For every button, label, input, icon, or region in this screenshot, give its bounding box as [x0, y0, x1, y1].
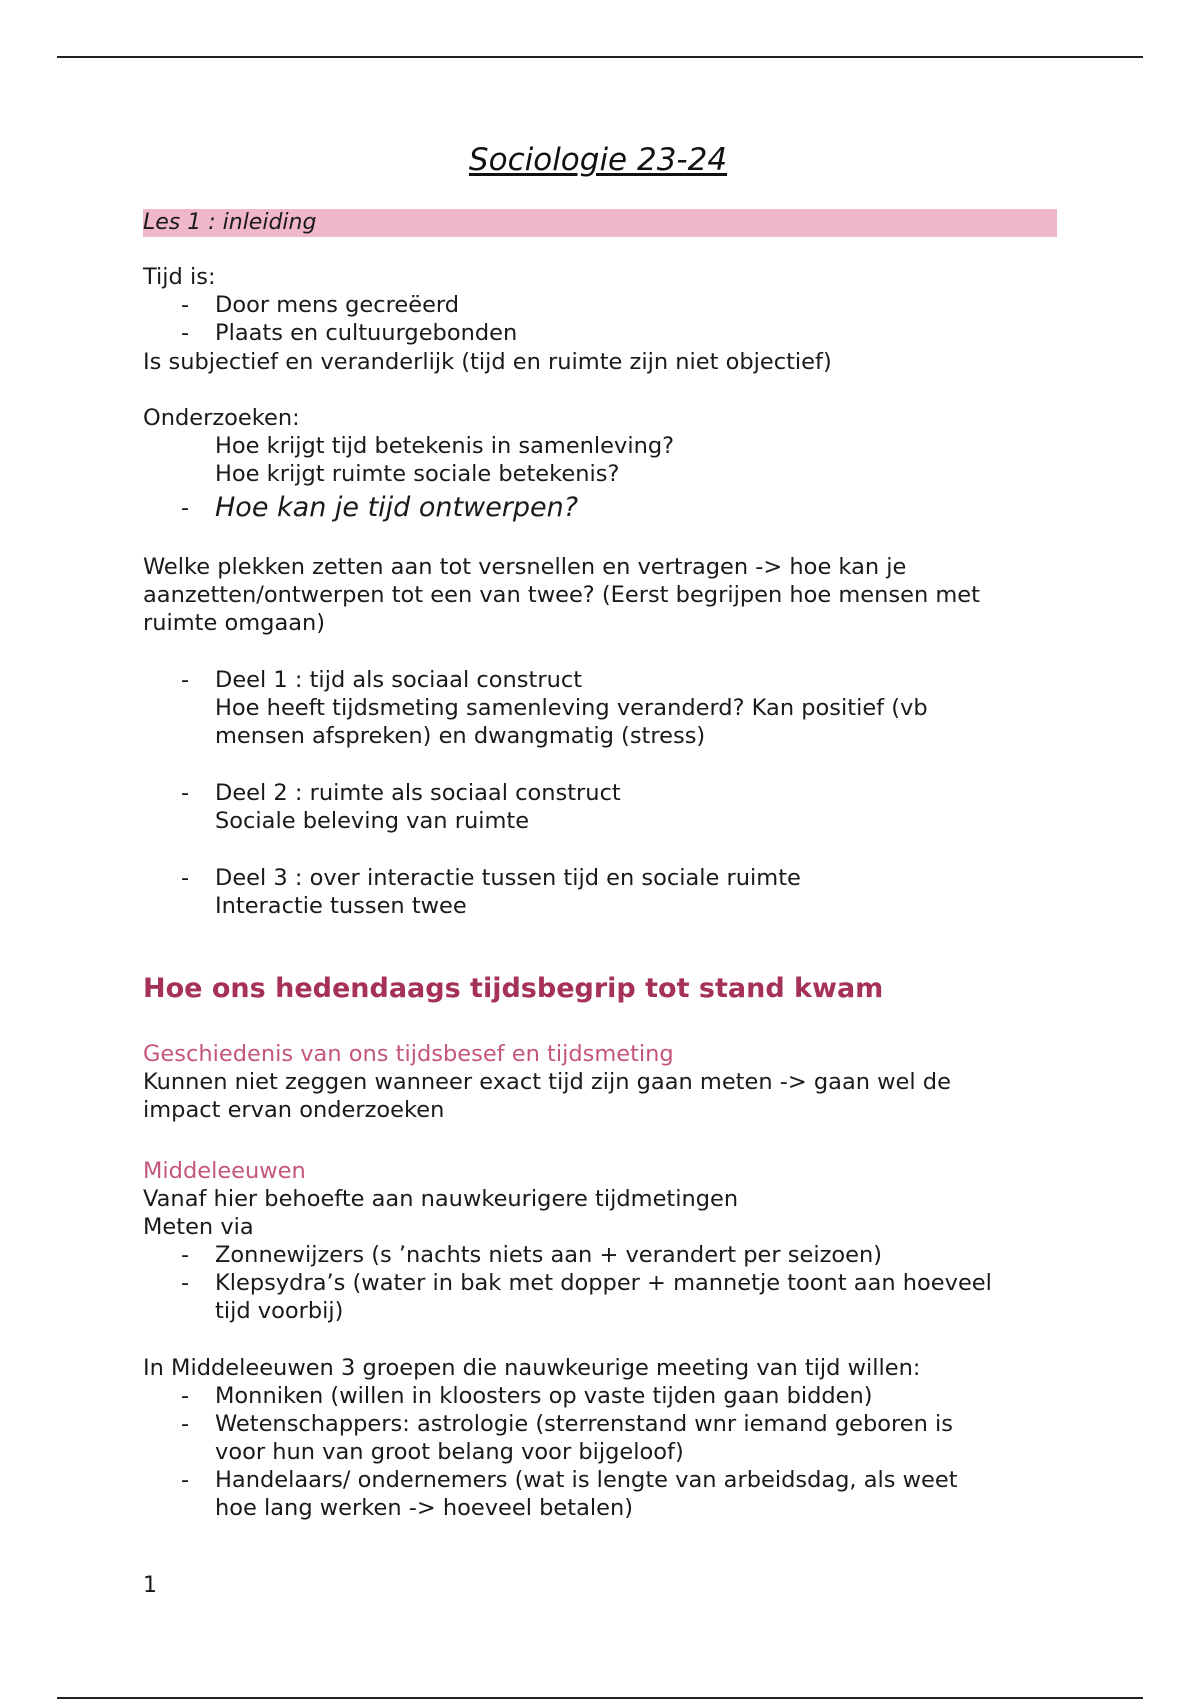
meten-bullet: Klepsydra’s (water in bak met dopper + mannetje toont aan hoeveel [215, 1270, 992, 1296]
deel-line: Hoe heeft tijdsmeting samenleving veranderd? Kan positief (vb [215, 695, 928, 721]
meten-bullet-cont: tijd voorbij) [215, 1298, 344, 1324]
meten-bullet: Zonnewijzers (s ’nachts niets aan + verandert per seizoen) [215, 1242, 883, 1268]
deel-line: mensen afspreken) en dwangmatig (stress) [215, 723, 706, 749]
plekken-line: aanzetten/ontwerpen tot een van twee? (Eerst begrijpen hoe mensen met [143, 582, 980, 608]
onderzoeken-highlight: Hoe kan je tijd ontwerpen? [215, 492, 579, 523]
onderzoeken-item: Hoe krijgt tijd betekenis in samenleving? [215, 433, 675, 459]
tijd-bullet: Door mens gecreëerd [215, 292, 460, 318]
tijd-bullet: Plaats en cultuurgebonden [215, 320, 518, 346]
document-title: Sociologie 23-24 [468, 142, 728, 178]
bullet-dash: - [181, 1270, 190, 1296]
deel-line: Sociale beleving van ruimte [215, 808, 530, 834]
deel-line: Interactie tussen twee [215, 893, 467, 919]
bullet-dash: - [181, 667, 190, 693]
bullet-dash: - [181, 1242, 190, 1268]
groepen-bullet: Handelaars/ ondernemers (wat is lengte van arbeidsdag, als weet [215, 1467, 958, 1493]
geschiedenis-heading: Geschiedenis van ons tijdsbesef en tijdsmeting [143, 1041, 674, 1067]
deel-line: Deel 1 : tijd als sociaal construct [215, 667, 583, 693]
groepen-bullet-cont: voor hun van groot belang voor bijgeloof) [215, 1439, 684, 1465]
page-number: 1 [143, 1573, 157, 1598]
groepen-intro: In Middeleeuwen 3 groepen die nauwkeurige meeting van tijd willen: [143, 1355, 921, 1381]
groepen-bullet-cont: hoe lang werken -> hoeveel betalen) [215, 1495, 633, 1521]
bullet-dash: - [181, 1383, 190, 1409]
bullet-dash: - [181, 1467, 190, 1493]
bullet-dash: - [181, 495, 190, 521]
bullet-dash: - [181, 1411, 190, 1437]
section-heading: Hoe ons hedendaags tijdsbegrip tot stand kwam [143, 973, 884, 1004]
middeleeuwen-line: Vanaf hier behoefte aan nauwkeurigere tijdmetingen [143, 1186, 739, 1212]
geschiedenis-line: impact ervan onderzoeken [143, 1097, 445, 1123]
groepen-bullet: Monniken (willen in kloosters op vaste tijden gaan bidden) [215, 1383, 873, 1409]
geschiedenis-line: Kunnen niet zeggen wanneer exact tijd zijn gaan meten -> gaan wel de [143, 1069, 951, 1095]
bullet-dash: - [181, 780, 190, 806]
deel-line: Deel 3 : over interactie tussen tijd en sociale ruimte [215, 865, 801, 891]
footer-rule [57, 1697, 1143, 1699]
tijd-summary: Is subjectief en veranderlijk (tijd en ruimte zijn niet objectief) [143, 349, 832, 375]
bullet-dash: - [181, 292, 190, 318]
middeleeuwen-line: Meten via [143, 1214, 254, 1240]
onderzoeken-label: Onderzoeken: [143, 405, 300, 431]
tijd-intro: Tijd is: [143, 264, 216, 290]
groepen-bullet: Wetenschappers: astrologie (sterrenstand wnr iemand geboren is [215, 1411, 953, 1437]
plekken-line: ruimte omgaan) [143, 610, 326, 636]
lesson-heading: Les 1 : inleiding [143, 209, 1057, 237]
bullet-dash: - [181, 320, 190, 346]
plekken-line: Welke plekken zetten aan tot versnellen en vertragen -> hoe kan je [143, 554, 907, 580]
middeleeuwen-heading: Middeleeuwen [143, 1158, 306, 1184]
header-rule [57, 56, 1143, 58]
deel-line: Deel 2 : ruimte als sociaal construct [215, 780, 621, 806]
bullet-dash: - [181, 865, 190, 891]
onderzoeken-item: Hoe krijgt ruimte sociale betekenis? [215, 461, 620, 487]
